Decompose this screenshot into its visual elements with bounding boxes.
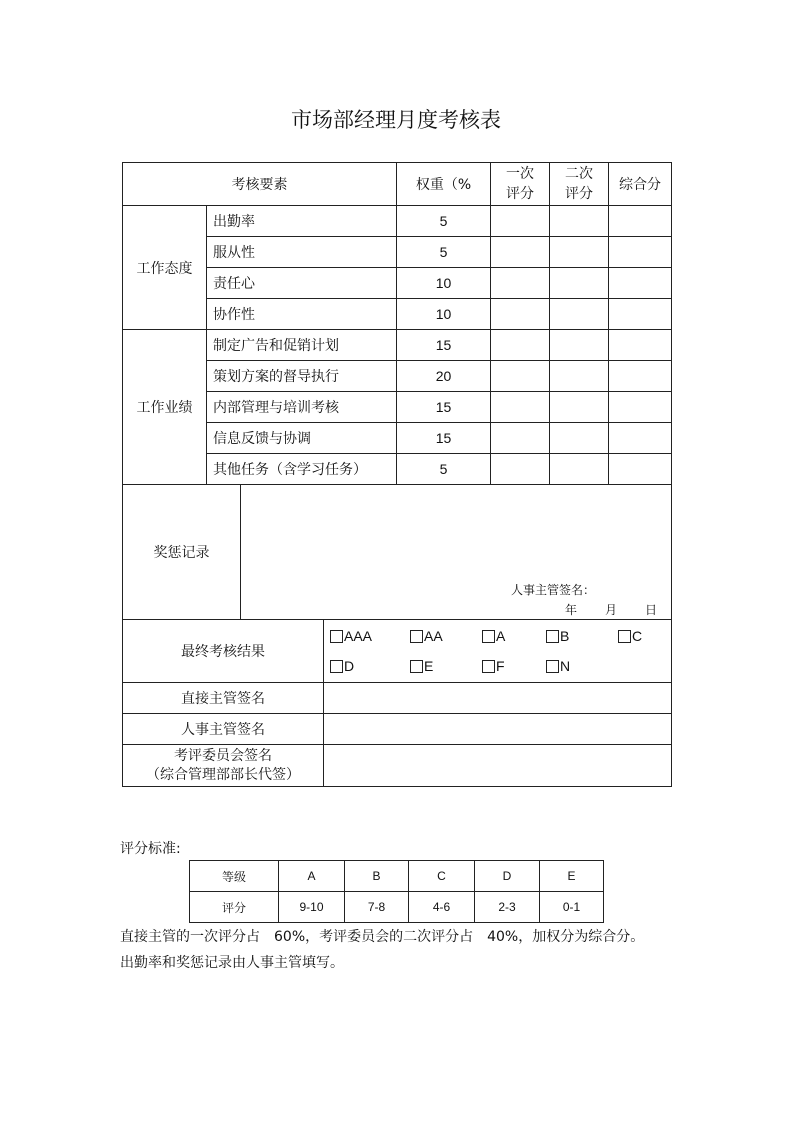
second-score-cell[interactable]: [550, 361, 609, 392]
checkbox-icon[interactable]: [546, 630, 559, 643]
total-score-cell[interactable]: [609, 454, 672, 485]
result-option-a[interactable]: A: [482, 628, 505, 644]
score-cell: 评分: [190, 892, 279, 923]
first-score-cell[interactable]: [491, 330, 550, 361]
first-score-cell[interactable]: [491, 268, 550, 299]
score-cell: C: [409, 861, 475, 892]
item-weight: 5: [397, 206, 491, 237]
score-cell: 9-10: [279, 892, 345, 923]
header-factor: 考核要素: [123, 163, 397, 206]
score-cell: 7-8: [345, 892, 409, 923]
second-score-cell[interactable]: [550, 454, 609, 485]
evaluation-table: [122, 162, 672, 787]
result-option-b[interactable]: B: [546, 628, 569, 644]
item-label: 制定广告和促销计划: [207, 330, 397, 361]
reward-record-field[interactable]: [241, 485, 672, 620]
checkbox-icon[interactable]: [618, 630, 631, 643]
item-weight: 10: [397, 299, 491, 330]
result-option-f[interactable]: F: [482, 658, 505, 674]
item-label: 责任心: [207, 268, 397, 299]
total-score-cell[interactable]: [609, 206, 672, 237]
item-weight: 20: [397, 361, 491, 392]
score-standard-table: [189, 860, 604, 923]
second-score-cell[interactable]: [550, 206, 609, 237]
score-cell: 等级: [190, 861, 279, 892]
result-option-n[interactable]: N: [546, 658, 570, 674]
item-label: 策划方案的督导执行: [207, 361, 397, 392]
item-weight: 5: [397, 454, 491, 485]
result-option-d[interactable]: D: [330, 658, 354, 674]
result-option-c[interactable]: C: [618, 628, 642, 644]
date-line: 年 月 日: [564, 603, 657, 617]
checkbox-icon[interactable]: [546, 660, 559, 673]
final-result-options: [324, 620, 672, 683]
first-score-cell[interactable]: [491, 206, 550, 237]
total-score-cell[interactable]: [609, 330, 672, 361]
item-weight: 15: [397, 392, 491, 423]
first-score-cell[interactable]: [491, 392, 550, 423]
score-cell: E: [540, 861, 604, 892]
item-label: 内部管理与培训考核: [207, 392, 397, 423]
first-score-cell[interactable]: [491, 454, 550, 485]
item-weight: 5: [397, 237, 491, 268]
header-first-score: 一次 评分: [491, 163, 550, 206]
item-weight: 10: [397, 268, 491, 299]
score-cell: A: [279, 861, 345, 892]
second-score-cell[interactable]: [550, 299, 609, 330]
item-label: 其他任务（含学习任务）: [207, 454, 397, 485]
header-weight: 权重（%: [397, 163, 491, 206]
second-score-cell[interactable]: [550, 423, 609, 454]
note-weighting: 直接主管的一次评分占 60%，考评委员会的二次评分占 40%，加权分为综合分。: [120, 929, 645, 945]
item-label: 服从性: [207, 237, 397, 268]
committee-sign-label: 考评委员会签名 （综合管理部部长代签）: [123, 745, 324, 787]
hr-sign-label: 人事主管签名：: [510, 583, 595, 597]
direct-sign-label: 直接主管签名: [123, 683, 324, 714]
checkbox-icon[interactable]: [482, 630, 495, 643]
table-row: [123, 206, 672, 237]
result-option-aaa[interactable]: AAA: [330, 628, 372, 644]
item-weight: 15: [397, 330, 491, 361]
item-label: 协作性: [207, 299, 397, 330]
score-cell: 2-3: [475, 892, 540, 923]
header-second-score: 二次 评分: [550, 163, 609, 206]
group-label: 工作态度: [123, 206, 207, 330]
standard-label: 评分标准:: [120, 841, 181, 857]
total-score-cell[interactable]: [609, 299, 672, 330]
second-score-cell[interactable]: [550, 268, 609, 299]
first-score-cell[interactable]: [491, 299, 550, 330]
first-score-cell[interactable]: [491, 237, 550, 268]
committee-sign-field[interactable]: [324, 745, 672, 787]
score-cell: 4-6: [409, 892, 475, 923]
first-score-cell[interactable]: [491, 361, 550, 392]
group-label: 工作业绩: [123, 330, 207, 485]
total-score-cell[interactable]: [609, 423, 672, 454]
second-score-cell[interactable]: [550, 392, 609, 423]
checkbox-icon[interactable]: [410, 630, 423, 643]
result-option-e[interactable]: E: [410, 658, 433, 674]
score-cell: 0-1: [540, 892, 604, 923]
table-row: [123, 330, 672, 361]
item-weight: 15: [397, 423, 491, 454]
first-score-cell[interactable]: [491, 423, 550, 454]
result-option-aa[interactable]: AA: [410, 628, 443, 644]
page-title: 市场部经理月度考核表: [291, 108, 501, 132]
score-cell: B: [345, 861, 409, 892]
score-cell: D: [475, 861, 540, 892]
item-label: 信息反馈与协调: [207, 423, 397, 454]
item-label: 出勤率: [207, 206, 397, 237]
second-score-cell[interactable]: [550, 330, 609, 361]
total-score-cell[interactable]: [609, 361, 672, 392]
total-score-cell[interactable]: [609, 392, 672, 423]
hr-sign-field[interactable]: [324, 714, 672, 745]
checkbox-icon[interactable]: [330, 630, 343, 643]
checkbox-icon[interactable]: [330, 660, 343, 673]
hr-sign-row-label: 人事主管签名: [123, 714, 324, 745]
note-filler: 出勤率和奖惩记录由人事主管填写。: [120, 955, 344, 971]
reward-label: 奖惩记录: [123, 485, 241, 620]
final-result-label: 最终考核结果: [123, 620, 324, 683]
direct-sign-field[interactable]: [324, 683, 672, 714]
second-score-cell[interactable]: [550, 237, 609, 268]
checkbox-icon[interactable]: [482, 660, 495, 673]
total-score-cell[interactable]: [609, 237, 672, 268]
checkbox-icon[interactable]: [410, 660, 423, 673]
header-total: 综合分: [609, 163, 672, 206]
total-score-cell[interactable]: [609, 268, 672, 299]
